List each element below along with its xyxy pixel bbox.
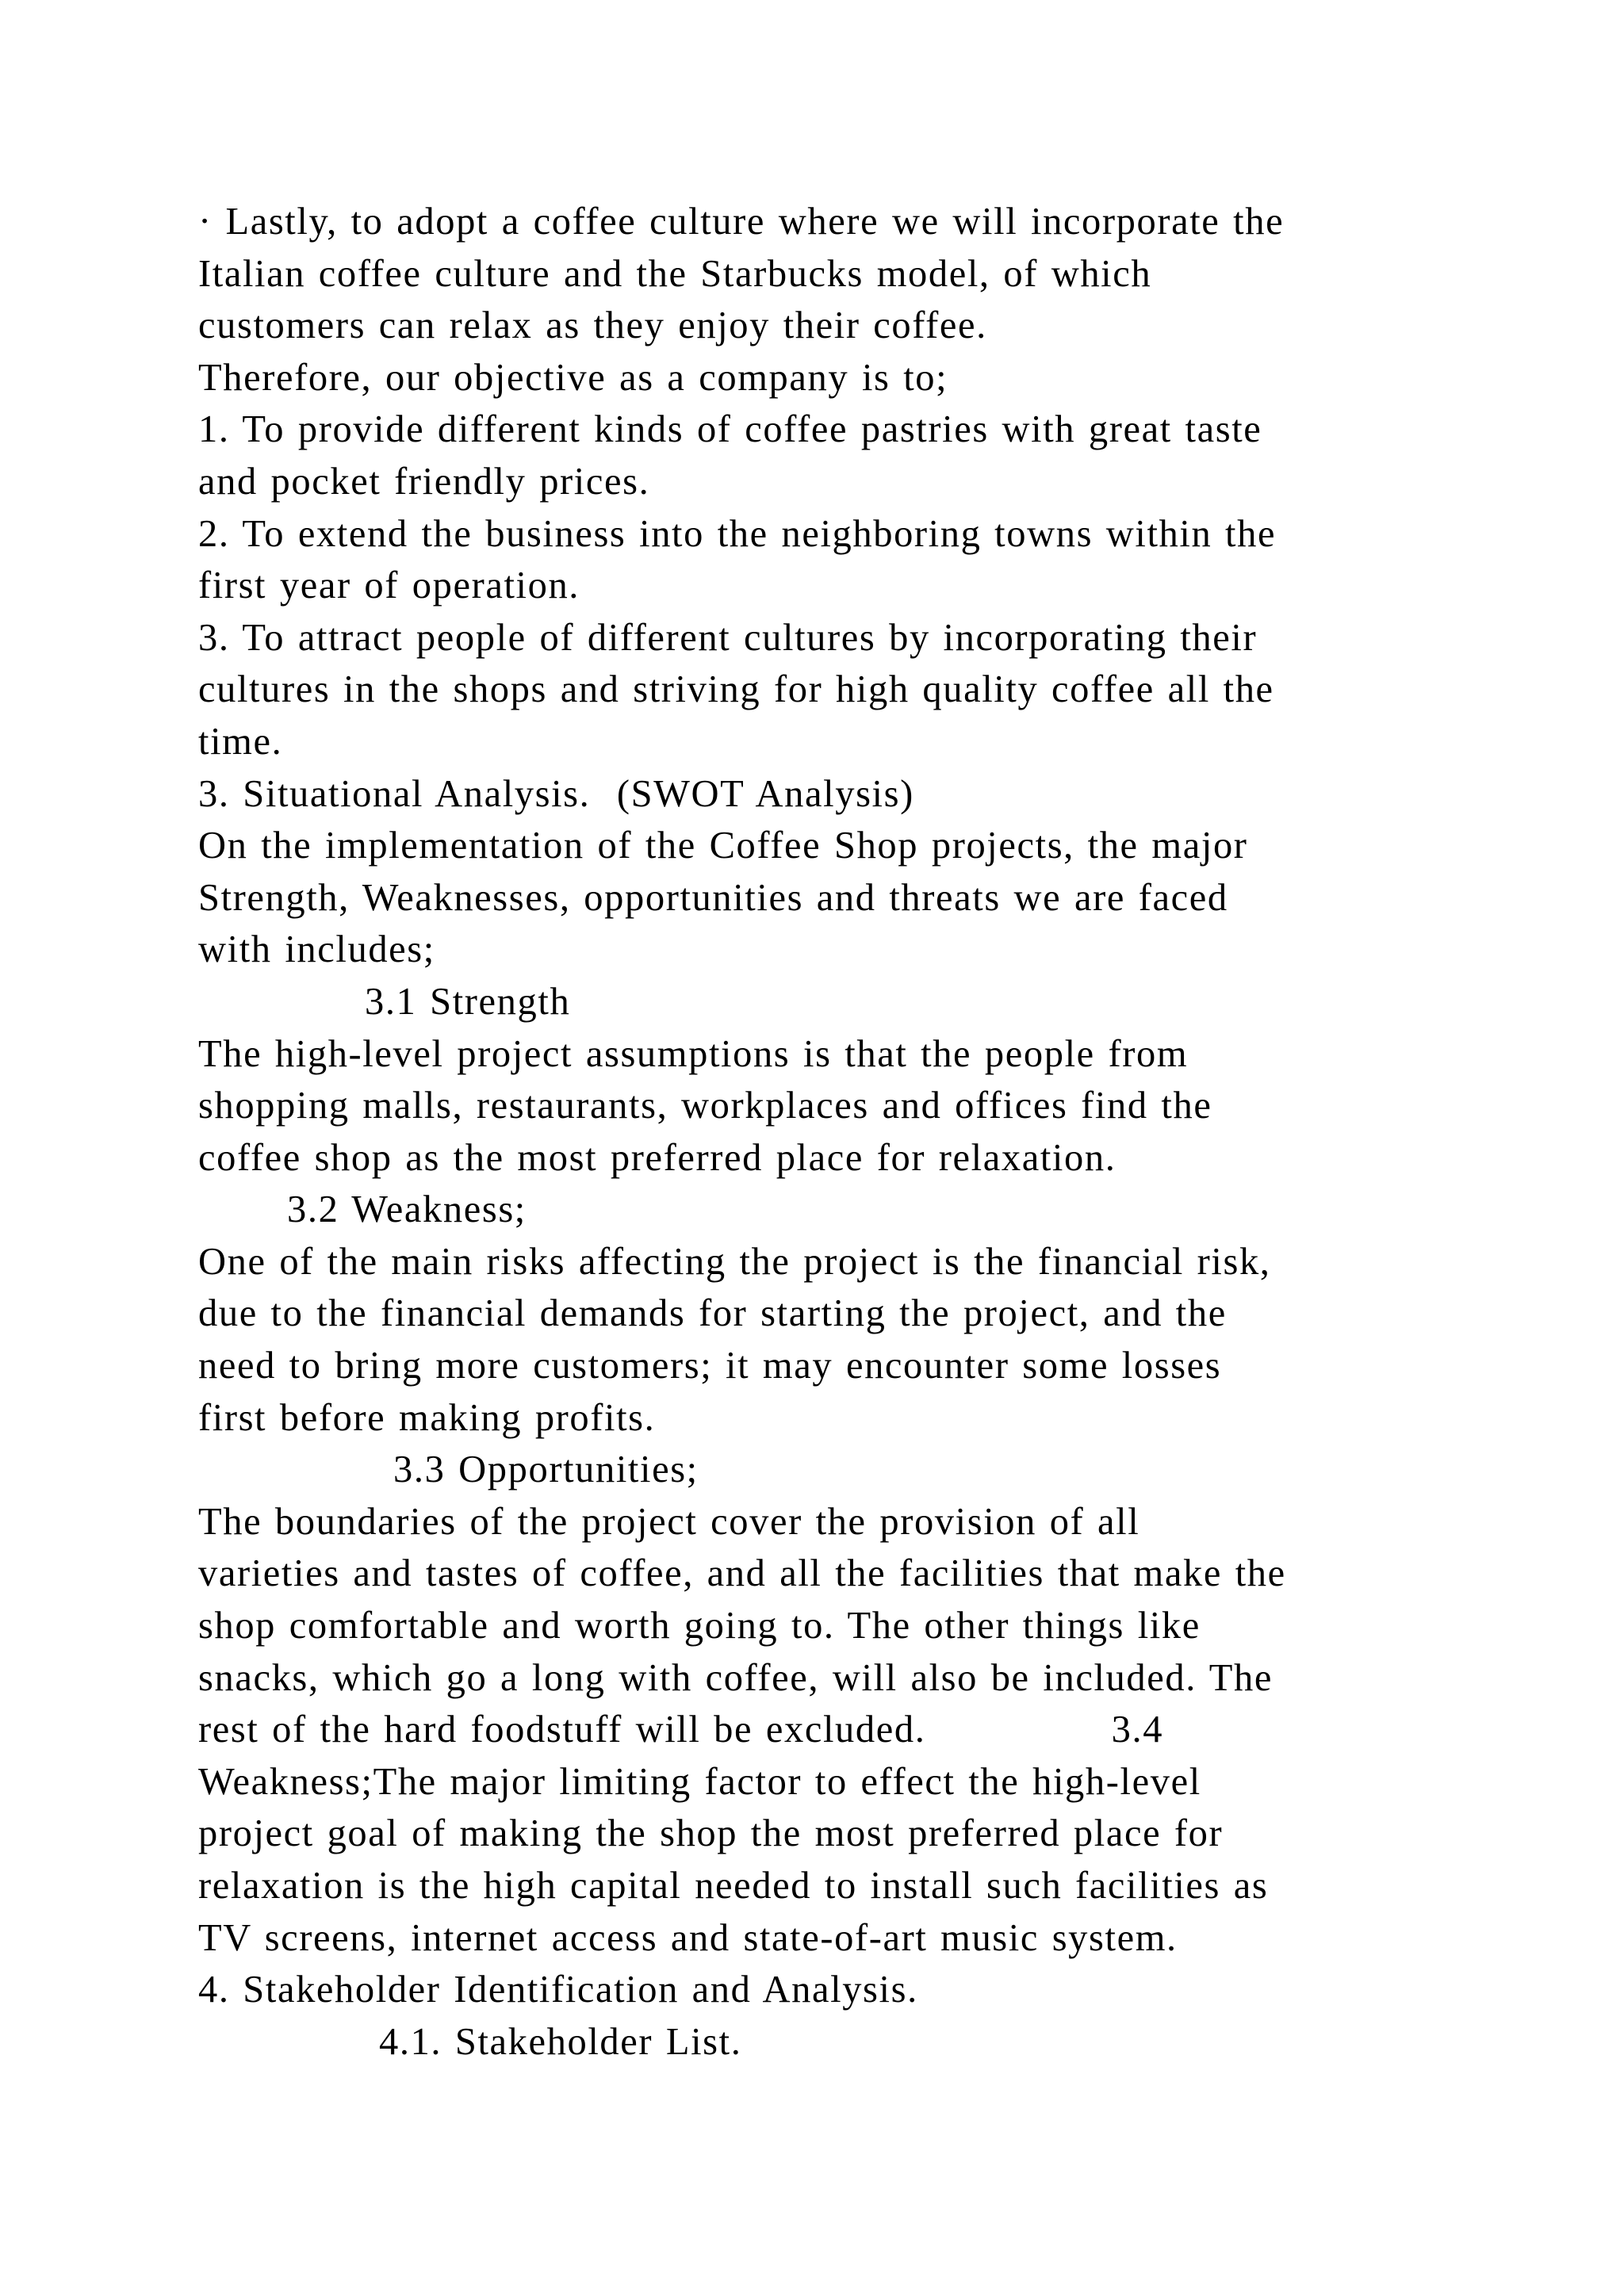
- subheading-strength: 3.1 Strength: [365, 980, 571, 1023]
- text-line: cultures in the shops and striving for high quality coffee all the: [198, 668, 1274, 711]
- text-line: Weakness;The major limiting factor to effect the high-level: [198, 1760, 1201, 1803]
- text-line: need to bring more customers; it may encounter some losses: [198, 1345, 1222, 1387]
- subheading-weakness: 3.2 Weakness;: [287, 1188, 527, 1231]
- text-line: One of the main risks affecting the project is the financial risk,: [198, 1240, 1271, 1283]
- objective-intro-line: Therefore, our objective as a company is to;: [198, 356, 948, 399]
- subheading-opportunities: 3.3 Opportunities;: [393, 1448, 699, 1491]
- text-line: first year of operation.: [198, 564, 580, 607]
- section-heading-situational-analysis: 3. Situational Analysis. (SWOT Analysis): [198, 772, 914, 815]
- text-line: with includes;: [198, 928, 435, 971]
- subheading-stakeholder-list: 4.1. Stakeholder List.: [379, 2020, 742, 2063]
- text-line: The boundaries of the project cover the provision of all: [198, 1500, 1140, 1543]
- text-line: relaxation is the high capital needed to install such facilities as: [198, 1865, 1269, 1907]
- text-line: snacks, which go a long with coffee, will also be included. The: [198, 1656, 1273, 1699]
- objective-item-3: 3. To attract people of different cultures by incorporating their: [198, 616, 1258, 659]
- text-line: and pocket friendly prices.: [198, 460, 650, 503]
- text-line: first before making profits.: [198, 1396, 656, 1439]
- text-line: TV screens, internet access and state-of-art music system.: [198, 1916, 1178, 1959]
- text-line: Italian coffee culture and the Starbucks model, of which: [198, 252, 1152, 295]
- text-line: shopping malls, restaurants, workplaces and offices find the: [198, 1085, 1212, 1127]
- text-line: time.: [198, 720, 283, 763]
- text-line: due to the financial demands for starting the project, and the: [198, 1292, 1227, 1335]
- objective-item-1: 1. To provide different kinds of coffee pastries with great taste: [198, 408, 1262, 451]
- text-line: rest of the hard foodstuff will be excluded. 3.4: [198, 1709, 1164, 1751]
- text-line: shop comfortable and worth going to. The other things like: [198, 1605, 1201, 1647]
- section-heading-stakeholder-identification: 4. Stakeholder Identification and Analysis.: [198, 1969, 918, 2011]
- text-line: varieties and tastes of coffee, and all the facilities that make the: [198, 1552, 1286, 1595]
- text-line: project goal of making the shop the most preferred place for: [198, 1812, 1224, 1855]
- bullet-line-coffee-culture: · Lastly, to adopt a coffee culture where we will incorporate the: [198, 201, 1285, 243]
- objective-item-2: 2. To extend the business into the neighboring towns within the: [198, 512, 1277, 555]
- text-line: customers can relax as they enjoy their coffee.: [198, 304, 987, 347]
- document-body: [198, 196, 1467, 2068]
- text-line: On the implementation of the Coffee Shop projects, the major: [198, 825, 1248, 867]
- text-line: coffee shop as the most preferred place for relaxation.: [198, 1136, 1116, 1179]
- text-line: Strength, Weaknesses, opportunities and threats we are faced: [198, 876, 1228, 919]
- text-line: The high-level project assumptions is that the people from: [198, 1032, 1189, 1075]
